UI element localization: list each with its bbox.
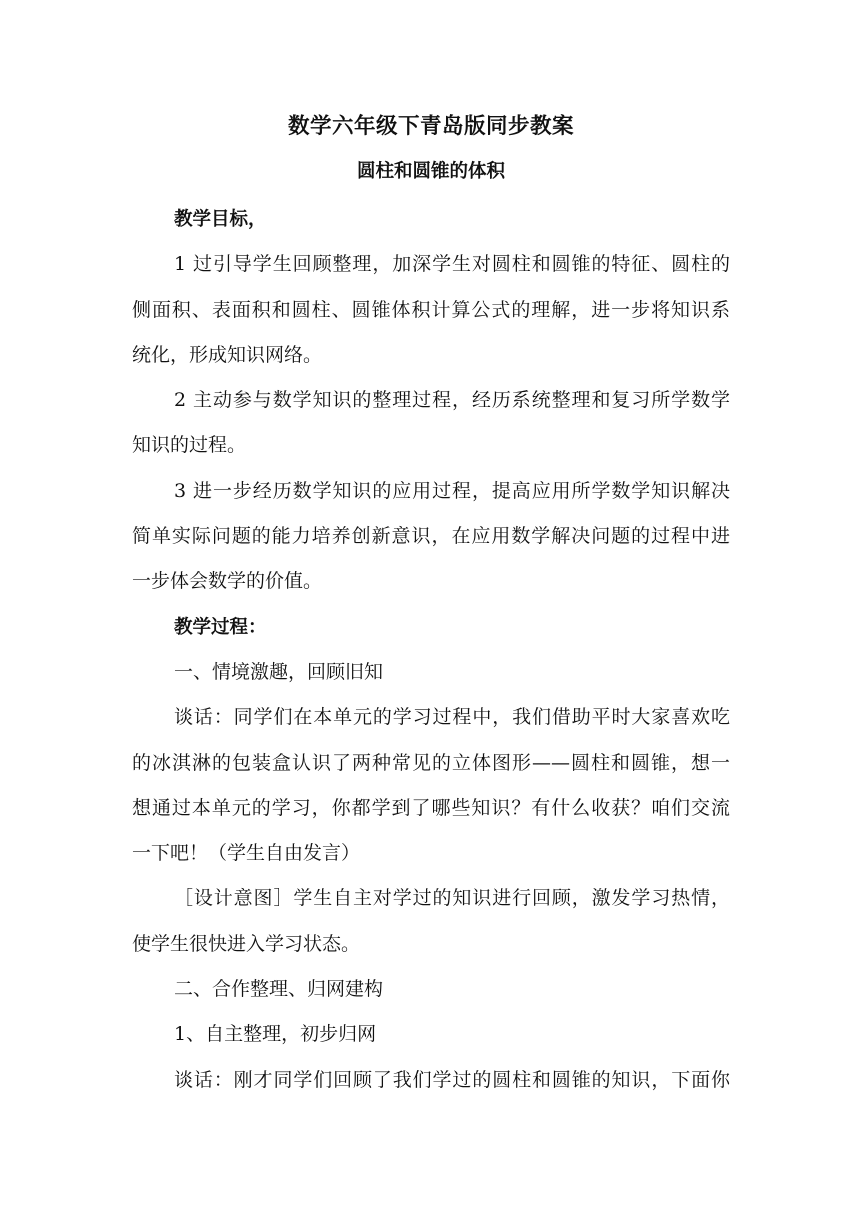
dialogue-paragraph-2 xyxy=(132,1058,730,1103)
paragraph-line: 教学过程： xyxy=(174,616,267,638)
paragraph-line: 统化，形成知识网络。 xyxy=(132,343,323,366)
dialogue-paragraph-1 xyxy=(132,695,730,876)
paragraph-line: 的冰淇淋的包装盒认识了两种常见的立体图形——圆柱和圆锥，想一 xyxy=(132,751,730,774)
objective-paragraph-1 xyxy=(132,242,730,378)
paragraph-line: ［设计意图］学生自主对学过的知识进行回顾，激发学习热情， xyxy=(174,887,730,910)
paragraph-line: 使学生很快进入学习状态。 xyxy=(132,932,361,955)
document-body xyxy=(132,107,730,1103)
paragraph-line: 谈话：刚才同学们回顾了我们学过的圆柱和圆锥的知识，下面你 xyxy=(174,1068,730,1091)
section-heading-objectives xyxy=(132,197,730,242)
document-title: 数学六年级下青岛版同步教案 xyxy=(287,114,574,139)
paragraph-line: 教学目标， xyxy=(174,209,267,230)
section-heading-process xyxy=(132,605,730,650)
paragraph-line: 想通过本单元的学习，你都学到了哪些知识？有什么收获？咱们交流 xyxy=(132,796,730,819)
process-step-heading-1 xyxy=(132,650,730,695)
objective-paragraph-2 xyxy=(132,378,730,469)
document-subtitle: 圆柱和圆锥的体积 xyxy=(356,161,505,182)
paragraph-line: 一、情境激趣，回顾旧知 xyxy=(174,660,384,683)
paragraph-line: 简单实际问题的能力培养创新意识，在应用数学解决问题的过程中进 xyxy=(132,525,730,548)
paragraph-line: 3 进一步经历数学知识的应用过程，提高应用所学数学知识解决 xyxy=(174,479,730,502)
sub-step-heading-1 xyxy=(132,1012,730,1057)
paragraph-line: 二、合作整理、归网建构 xyxy=(174,978,384,1001)
paragraph-line: 1 过引导学生回顾整理，加深学生对圆柱和圆锥的特征、圆柱的 xyxy=(174,253,730,276)
paragraph-line: 一下吧！（学生自由发言） xyxy=(132,842,361,865)
paragraph-line: 侧面积、表面积和圆柱、圆锥体积计算公式的理解，进一步将知识系 xyxy=(132,298,730,321)
paragraph-line: 一步体会数学的价值。 xyxy=(132,570,323,593)
paragraph-line: 2 主动参与数学知识的整理过程，经历系统整理和复习所学数学 xyxy=(174,389,730,412)
process-step-heading-2 xyxy=(132,967,730,1012)
paragraph-line: 知识的过程。 xyxy=(132,434,247,457)
paragraph-line: 谈话：同学们在本单元的学习过程中，我们借助平时大家喜欢吃 xyxy=(174,706,730,729)
objective-paragraph-3 xyxy=(132,469,730,605)
design-intent-paragraph xyxy=(132,876,730,967)
paragraph-line: 1、自主整理，初步归网 xyxy=(174,1023,377,1046)
